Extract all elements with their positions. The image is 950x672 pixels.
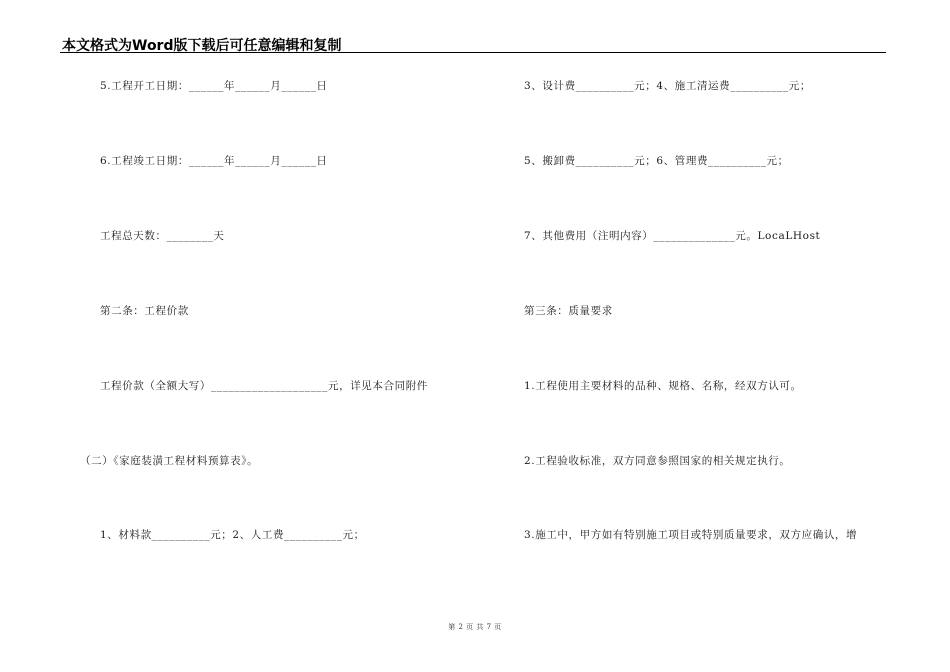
special-requirements-line: 3.施工中，甲方如有特别施工项目或特别质量要求，双方应确认，增 [524,529,858,541]
contract-price-line: 工程价款（全额大写）____________________元，详见本合同附件 [100,380,428,392]
other-fees-line: 7、其他费用（注明内容）______________元。LocaLHost [524,230,821,242]
handling-management-fee-line: 5、搬卸费__________元；6、管理费__________元； [524,155,789,167]
article-three-heading: 第三条：质量要求 [524,305,613,317]
completion-date-line: 6.工程竣工日期：______年______月______日 [100,155,328,167]
document-header-title: 本文格式为Word版下载后可任意编辑和复制 [62,38,342,54]
design-cleanup-fee-line: 3、设计费__________元；4、施工清运费__________元； [524,80,811,92]
budget-table-line: （二）《家庭装潢工程材料预算表》。 [80,455,259,467]
article-two-heading: 第二条：工程价款 [100,305,189,317]
start-date-line: 5.工程开工日期：______年______月______日 [100,80,328,92]
acceptance-standard-line: 2.工程验收标准，双方同意参照国家的相关规定执行。 [524,455,791,467]
material-approval-line: 1.工程使用主要材料的品种、规格、名称，经双方认可。 [524,380,802,392]
page-number-footer: 第 2 页 共 7 页 [448,623,502,631]
material-labor-fee-line: 1、材料款__________元；2、人工费__________元； [100,529,365,541]
header-divider [60,52,886,53]
total-days-line: 工程总天数：________天 [100,230,225,242]
